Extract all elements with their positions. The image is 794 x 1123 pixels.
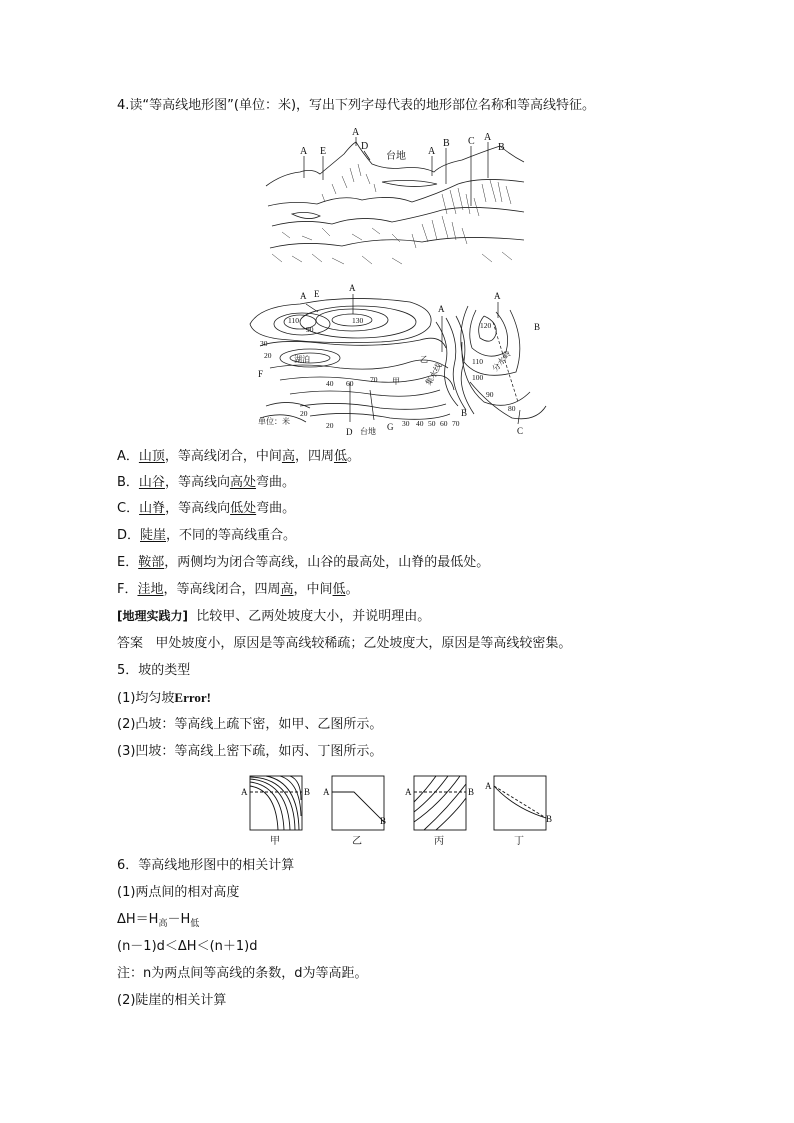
answer-c-term: 山脊 [139, 501, 166, 516]
answer-c-rest: ，等高线向 [165, 501, 231, 516]
slope-fig3-A: A [405, 787, 412, 797]
contour-letter-B2: B [461, 408, 468, 418]
contour-num-110: 110 [288, 316, 299, 325]
contour-num-30a: 30 [260, 339, 268, 348]
contour-num-110b: 110 [472, 357, 483, 366]
sketch-label-C: C [468, 136, 475, 147]
answer-a-end: 。 [346, 449, 360, 464]
section-5-title: 5．坡的类型 [117, 663, 191, 678]
slope-figures [236, 772, 556, 852]
contour-num-60a: 60 [346, 379, 354, 388]
contour-num-130: 130 [352, 316, 364, 325]
answer-b-letter: B． [117, 475, 139, 490]
contour-word-yi: 乙 [420, 355, 428, 364]
answer-f-end: 。 [345, 582, 359, 597]
formula-sub-low: 低 [190, 919, 200, 929]
contour-word-valley: 集水线 [423, 361, 444, 387]
slope-fig4-B: B [546, 814, 553, 824]
answer-e [117, 554, 489, 572]
sketch-label-E: E [320, 146, 327, 157]
answer-d-term: 陡崖 [140, 528, 167, 543]
contour-word-platform: 台地 [360, 427, 376, 436]
answer-a-u3: 低 [333, 449, 347, 464]
contour-num-70b: 70 [452, 419, 460, 428]
answer-f-letter: F． [117, 582, 138, 597]
answer-f-u3: 低 [332, 582, 346, 597]
section-6-item2: (2)陡崖的相关计算 [117, 993, 227, 1008]
contour-num-30b: 30 [402, 419, 410, 428]
question-4-text: 4.读“等高线地形图”(单位：米)，写出下列字母代表的地形部位名称和等高线特征。 [117, 98, 596, 113]
section-5-item2: (2)凸坡：等高线上疏下密，如甲、乙图所示。 [117, 717, 383, 732]
sketch-label-D: D [361, 141, 369, 152]
contour-letter-A3: A [438, 304, 445, 314]
slope-fig3-B: B [468, 787, 475, 797]
contour-num-70a: 70 [370, 375, 378, 384]
contour-num-80: 80 [508, 404, 516, 413]
contour-num-20a: 20 [264, 351, 272, 360]
practice-answer-label: 答案 [117, 636, 144, 651]
contour-num-50: 50 [428, 419, 436, 428]
answer-a-u2: 高 [281, 449, 295, 464]
answer-e-letter: E． [117, 555, 139, 570]
section-5-error: Error! [174, 690, 211, 705]
sketch-label-A4: A [484, 132, 492, 143]
contour-map-svg [240, 282, 555, 440]
answer-f-term: 洼地 [137, 582, 164, 597]
slope-figures-svg [236, 772, 556, 852]
section-5-item1 [117, 689, 211, 708]
contour-letter-C: C [517, 426, 524, 436]
section-6-inequality: (n－1)d＜ΔH＜(n＋1)d [117, 939, 258, 954]
slope-caption-bing: 丙 [434, 836, 444, 847]
sketch-label-B2: B [498, 142, 505, 153]
answer-b [117, 474, 295, 492]
section-6-item1: (1)两点间的相对高度 [117, 885, 240, 900]
sketch-label-A3: A [428, 146, 436, 157]
sketch-label-B1: B [443, 138, 450, 149]
answer-d-rest: ，不同的等高线重合。 [166, 528, 297, 543]
landscape-sketch [262, 124, 530, 274]
answer-b-u2: 高处 [229, 475, 256, 490]
contour-map [240, 282, 555, 440]
answer-c-u2: 低处 [230, 501, 257, 516]
formula-sub-high: 高 [158, 919, 168, 929]
contour-num-40b: 40 [416, 419, 424, 428]
contour-word-jia: 甲 [392, 377, 400, 386]
contour-letter-G: G [387, 422, 394, 432]
answer-a [117, 448, 360, 466]
section-6-note: 注：n为两点间等高线的条数，d为等高距。 [117, 966, 368, 981]
practice-question-text: 比较甲、乙两处坡度大小，并说明理由。 [196, 609, 431, 624]
answer-e-term: 鞍部 [138, 555, 165, 570]
formula-main: ΔH＝H [117, 912, 159, 927]
answer-c-letter: C． [117, 501, 140, 516]
contour-word-lake: 湖泊 [294, 355, 310, 364]
contour-letter-A2: A [349, 283, 356, 293]
answer-f-mid: ，中间 [293, 582, 333, 597]
section-6-formula [117, 911, 199, 933]
section-6-title: 6．等高线地形图中的相关计算 [117, 858, 295, 873]
answer-b-term: 山谷 [138, 475, 165, 490]
answer-c [117, 500, 295, 518]
answer-a-term: 山顶 [138, 449, 165, 464]
section-5-item1-text: (1)均匀坡 [117, 691, 175, 706]
answer-f-rest: ，等高线闭合，四周 [163, 582, 281, 597]
slope-fig1-B: B [304, 787, 311, 797]
contour-word-ridge: 分水岭 [490, 349, 513, 374]
practice-answer [117, 635, 571, 653]
answer-b-mid: 弯曲。 [255, 475, 295, 490]
contour-num-90: 90 [306, 325, 314, 334]
answer-d [117, 527, 296, 545]
contour-letter-A1: A [300, 291, 307, 301]
practice-tag: [地理实践力] [117, 609, 188, 623]
sketch-label-A1: A [300, 146, 308, 157]
contour-letter-D: D [346, 427, 353, 437]
answer-a-rest: ，等高线闭合，中间 [164, 449, 282, 464]
answer-c-mid: 弯曲。 [256, 501, 296, 516]
slope-caption-yi: 乙 [352, 836, 362, 847]
contour-letter-E: E [314, 289, 320, 299]
answer-a-letter: A． [117, 449, 139, 464]
slope-caption-ding: 丁 [514, 836, 524, 847]
answer-f-u2: 高 [280, 582, 294, 597]
answer-a-mid: ，四周 [294, 449, 334, 464]
contour-letter-B1: B [534, 322, 541, 332]
slope-fig4-A: A [485, 781, 492, 791]
practice-question [117, 607, 430, 626]
contour-letter-A4: A [494, 291, 501, 301]
contour-num-40a: 40 [326, 379, 334, 388]
sketch-label-A2: A [352, 127, 360, 138]
contour-num-120: 120 [480, 321, 492, 330]
answer-e-rest: ，两侧均为闭合等高线，山谷的最高处，山脊的最低处。 [164, 555, 490, 570]
formula-mid: －H [167, 912, 191, 927]
contour-num-90b: 90 [486, 390, 494, 399]
practice-answer-text: 甲处坡度小，原因是等高线较稀疏；乙处坡度大，原因是等高线较密集。 [155, 636, 572, 651]
answer-b-rest: ，等高线向 [164, 475, 230, 490]
contour-num-20c: 20 [326, 421, 334, 430]
landscape-sketch-svg [262, 124, 530, 274]
slope-fig2-A: A [323, 787, 330, 797]
answer-d-letter: D． [117, 528, 141, 543]
contour-word-unit: 单位：米 [258, 417, 290, 426]
slope-fig2-B: B [380, 816, 387, 826]
slope-fig1-A: A [241, 787, 248, 797]
contour-letter-F: F [258, 369, 264, 379]
answer-f [117, 581, 359, 599]
slope-caption-jia: 甲 [270, 836, 280, 847]
contour-num-20b: 20 [300, 409, 308, 418]
sketch-label-platform: 台地 [386, 151, 406, 162]
section-5-item3: (3)凹坡：等高线上密下疏，如丙、丁图所示。 [117, 744, 383, 759]
contour-num-100: 100 [472, 373, 484, 382]
contour-num-60b: 60 [440, 419, 448, 428]
